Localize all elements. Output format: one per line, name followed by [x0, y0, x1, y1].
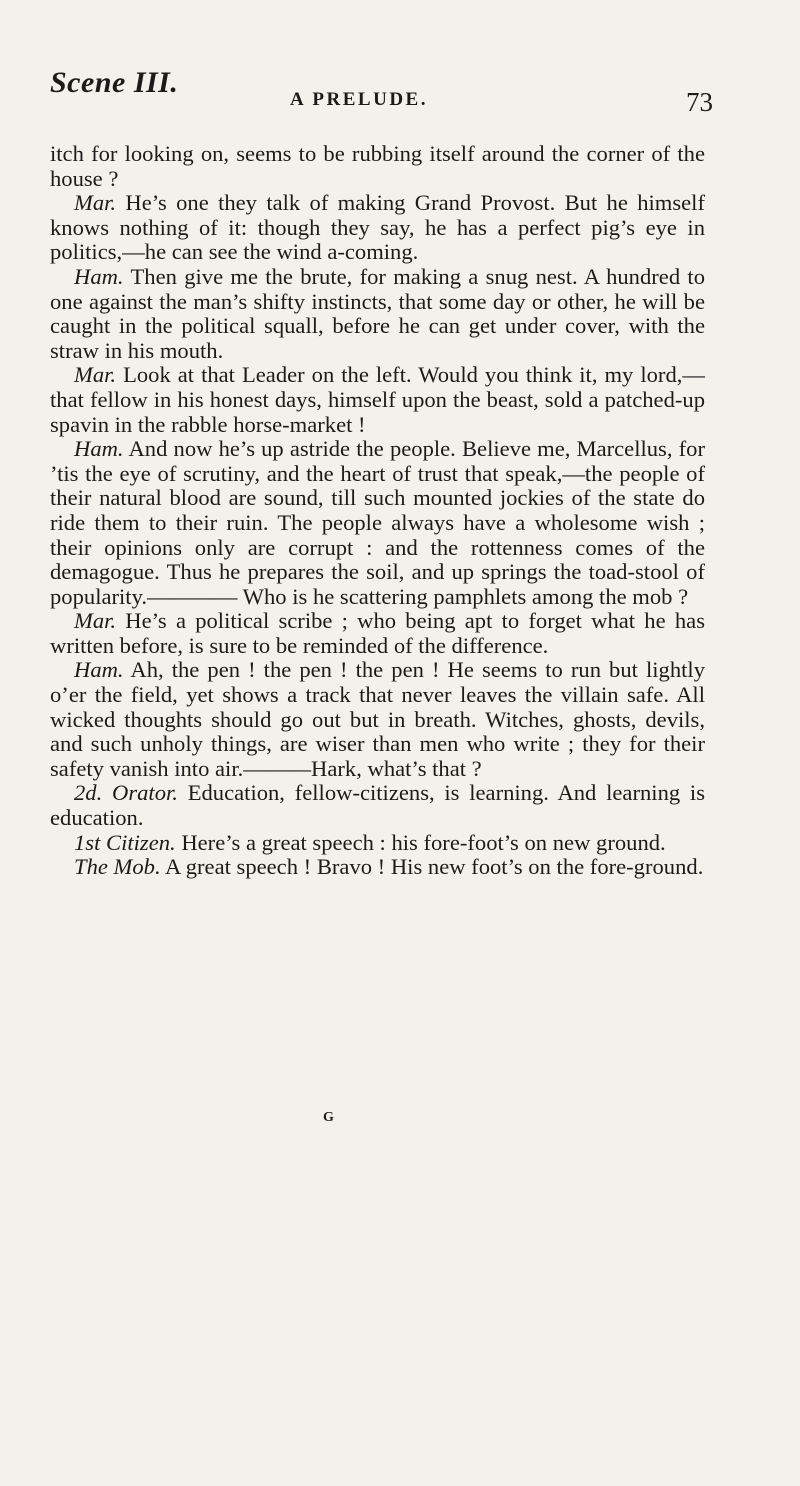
paragraph-text: And now he’s up astride the people. Believe me, Marcellus, for ’tis the eye of scrutiny, and the heart of trust that speak,—the people of their natural blood are sound, till such mounted jockies of the state do ride them to their ruin. The people always have a wholesome wish ; their opinions only are corrupt : and the rottenness comes of the demagogue. Thus he prepares the soil, and up springs the toad-stool of popularity.———— Who is he scattering pamphlets among the mob ?: [50, 436, 705, 609]
paragraph: [50, 658, 705, 781]
paragraph-text: itch for looking on, seems to be rubbing itself around the corner of the house ?: [50, 141, 705, 191]
running-head: [50, 48, 713, 117]
paragraph-text: Then give me the brute, for making a snug nest. A hundred to one against the man’s shifty instincts, that some day or other, he will be caught in the political squall, before he can get under cover, with the straw in his mouth.: [50, 263, 705, 363]
speaker-name: Ham.: [74, 657, 124, 683]
speaker-name: 1st Citizen.: [74, 829, 176, 855]
paragraph: [50, 831, 705, 856]
speaker-name: Mar.: [74, 362, 117, 388]
paragraph-text: He’s a political scribe ; who being apt to forget what he has written before, is sure to be reminded of the difference.: [50, 608, 705, 658]
speaker-name: 2d. Orator.: [74, 780, 178, 806]
paragraph: [50, 609, 705, 658]
paragraph-text: He’s one they talk of making Grand Provost. But he himself knows nothing of it: though they say, he has a perfect pig’s eye in politics,—he can see the wind a-coming.: [50, 190, 705, 265]
scene-label: Scene III.: [50, 66, 179, 99]
paragraph: [50, 265, 705, 363]
paragraph-text: Education, fellow-citizens, is learning. And learning is education.: [50, 780, 705, 831]
speaker-name: Mar.: [74, 608, 117, 634]
paragraph-text: Look at that Leader on the left. Would you think it, my lord,—that fellow in his honest days, himself upon the beast, sold a patched-up spavin in the rabble horse-market !: [50, 362, 705, 437]
page-number: 73: [686, 87, 713, 117]
paragraph: [50, 363, 705, 437]
speaker-name: Mar.: [74, 190, 117, 216]
paragraph-text: Here’s a great speech : his fore-foot’s on new ground.: [175, 829, 666, 855]
paragraph: [50, 855, 705, 880]
paragraph: [50, 142, 705, 191]
body-text: [50, 142, 705, 880]
paragraph: [50, 437, 705, 609]
speaker-name: Ham.: [74, 263, 124, 289]
paragraph: [50, 191, 705, 265]
speaker-name: The Mob.: [74, 854, 161, 880]
signature-mark: G: [323, 1110, 335, 1125]
paragraph: [50, 781, 705, 830]
running-title: A PRELUDE.: [290, 89, 428, 110]
speaker-name: Ham.: [74, 436, 124, 462]
paragraph-text: Ah, the pen ! the pen ! the pen ! He seems to run but lightly o’er the field, yet shows a track that never leaves the villain safe. All wicked thoughts should go out but in breath. Witches, ghosts, devils, and such unholy things, are wiser than men who write ; they for their safety vanish into air.———Hark, what’s that ?: [50, 657, 705, 781]
paragraph-text: A great speech ! Bravo ! His new foot’s on the fore-ground.: [160, 854, 704, 880]
